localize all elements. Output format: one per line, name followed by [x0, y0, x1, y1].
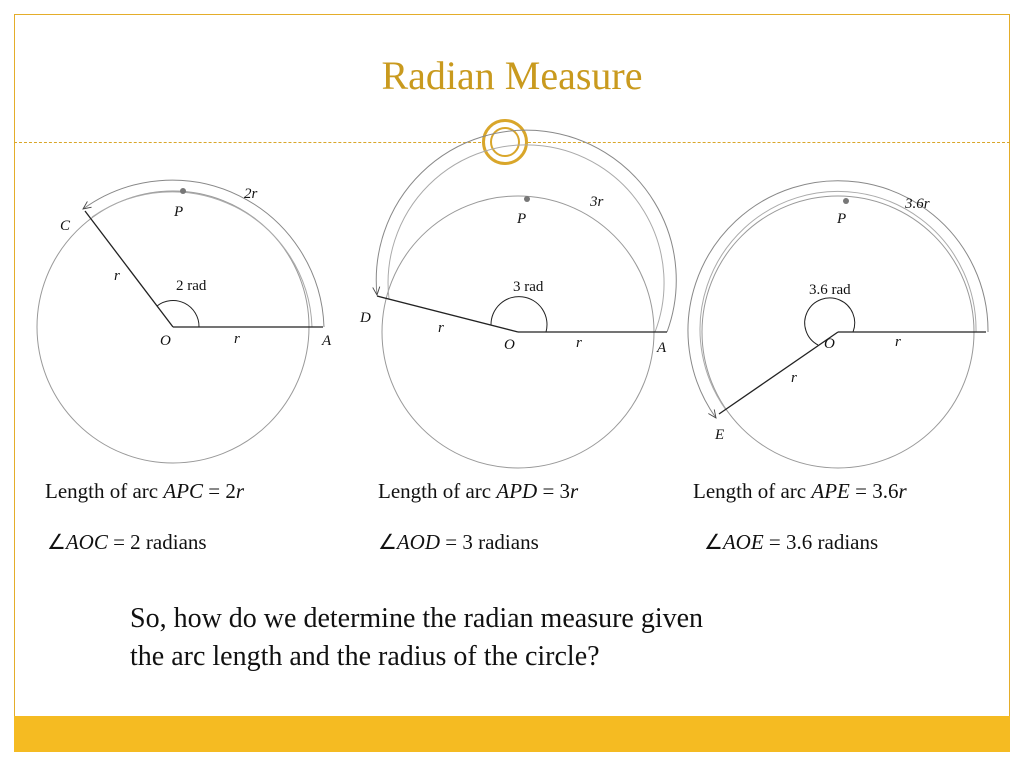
- figure-2: [376, 130, 676, 468]
- fig2-point-d: D: [360, 310, 371, 326]
- fig2-arc-caption: Length of arc APD = 3r: [378, 479, 579, 503]
- fig3-point-e: E: [715, 427, 725, 443]
- fig2-point-o: O: [504, 337, 515, 353]
- radius-oc-1: [85, 211, 173, 327]
- fig1-radius-bottom: r: [234, 331, 240, 347]
- radius-oe-3: [719, 332, 838, 414]
- fig3-point-p: P: [837, 211, 847, 227]
- fig3-radius-top: r: [895, 334, 901, 350]
- fig2-radius-top: r: [438, 320, 444, 336]
- fig2-arc-label: 3r: [590, 194, 604, 210]
- fig3-angle-label: 3.6 rad: [809, 282, 851, 298]
- fig3-radius-bottom: r: [791, 370, 797, 386]
- point-p-dot-3: [843, 198, 849, 204]
- fig2-radius-bottom: r: [576, 335, 582, 351]
- fig1-angle-caption: ∠AOC = 2 radians: [47, 530, 207, 554]
- fig2-point-p: P: [517, 211, 527, 227]
- slide-title: Radian Measure: [381, 53, 643, 98]
- fig3-arc-label: 3.6r: [905, 196, 930, 212]
- point-p-dot-2: [524, 196, 530, 202]
- fig1-angle-label: 2 rad: [176, 278, 207, 294]
- fig3-angle-caption: ∠AOE = 3.6 radians: [704, 530, 879, 554]
- point-p-dot-1: [180, 188, 186, 194]
- fig1-arc-caption: Length of arc APC = 2r: [45, 479, 245, 503]
- angle-symbol-icon: ∠: [704, 530, 723, 554]
- fig1-point-a: A: [322, 333, 332, 349]
- question-line-2: the arc length and the radius of the circle?: [130, 641, 600, 672]
- fig3-point-o: O: [824, 336, 835, 352]
- question-text: [130, 600, 930, 676]
- fig2-angle-caption: ∠AOD = 3 radians: [378, 530, 539, 554]
- fig2-angle-label: 3 rad: [513, 279, 544, 295]
- fig1-arc-label: 2r: [244, 186, 258, 202]
- figure-1: [37, 180, 324, 463]
- angle-symbol-icon: ∠: [378, 530, 397, 554]
- question-line-1: So, how do we determine the radian measure given: [130, 603, 704, 634]
- angle-symbol-icon: ∠: [47, 530, 66, 554]
- arc-arrow-2-inner: [388, 145, 664, 332]
- arc-arrow-1-inner: [92, 192, 312, 327]
- radius-od-2: [377, 296, 518, 332]
- fig3-arc-caption: Length of arc APE = 3.6r: [693, 479, 907, 503]
- fig1-radius-top: r: [114, 268, 120, 284]
- footer-bar: [14, 716, 1010, 752]
- arc-arrow-2: [376, 130, 676, 332]
- fig1-point-c: C: [60, 218, 71, 234]
- fig1-point-p: P: [174, 204, 184, 220]
- fig2-point-a: A: [657, 340, 667, 356]
- fig1-point-o: O: [160, 333, 171, 349]
